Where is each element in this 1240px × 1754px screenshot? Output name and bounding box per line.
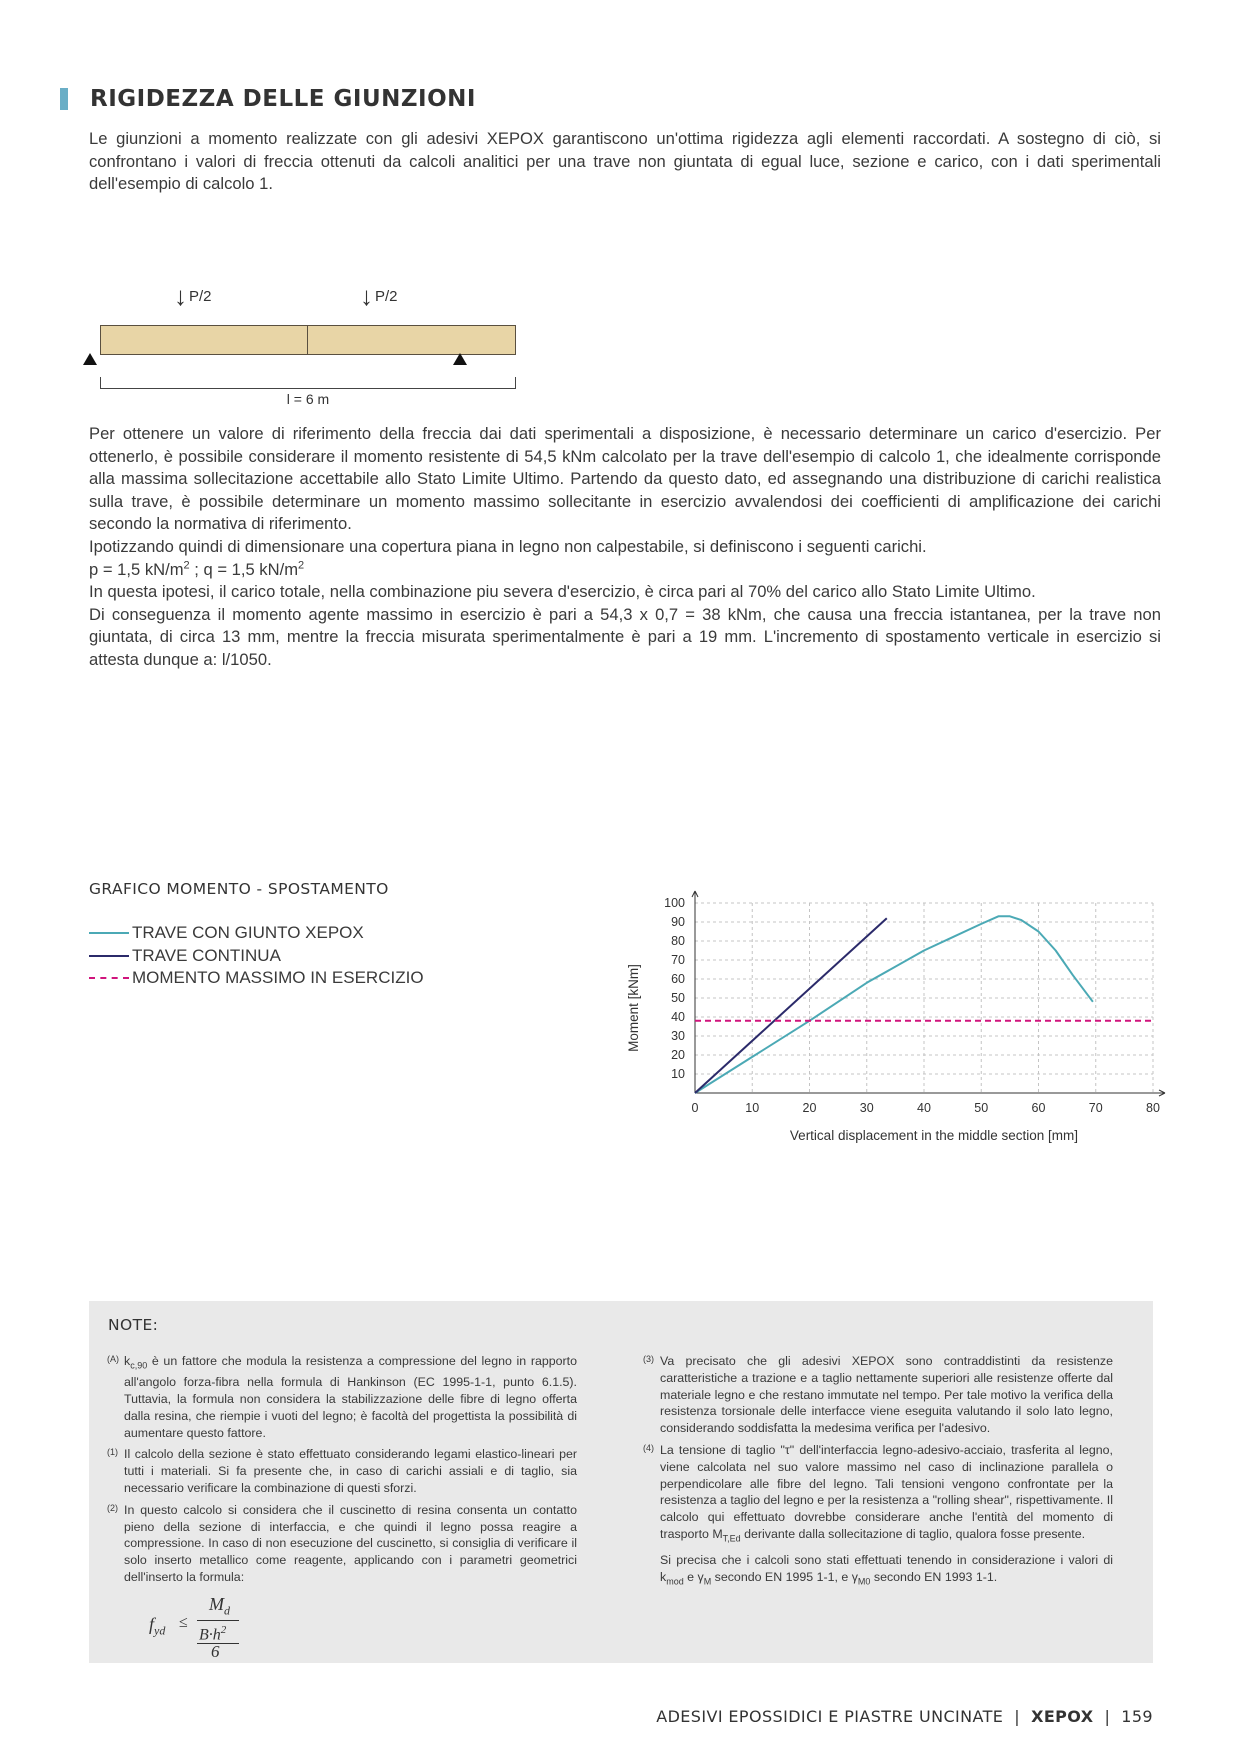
chart-legend [89,922,424,990]
x-axis-label: Vertical displacement in the middle section [mm] [789,1128,1079,1143]
legend-item-continuous [89,945,424,968]
load-q-exp: 2 [298,559,305,572]
down-arrow-icon: ↓ [174,281,187,311]
y-tick-label: 80 [671,934,685,948]
formula-denominator-2: 6 [211,1641,220,1661]
formula-denominator: $B\cdot h^2$ [199,1623,227,1644]
note-text: Il calcolo della sezione è stato effettuato considerando legami elastico-lineari per tutti i materiali. Si fa presente che, in caso di carichi assiali e di taglio, sia necessario verificare la combinazione di questi sforzi. [124,1447,577,1496]
load-right [360,281,398,311]
legend-swatch-navy [89,955,129,957]
legend-label: TRAVE CON GIUNTO XEPOX [132,923,364,943]
graph-title: GRAFICO MOMENTO - SPOSTAMENTO [89,880,389,898]
body-paragraph-4: In questa ipotesi, il carico totale, nella combinazione piu severa d'esercizio, è circa pari al 70% del carico allo Stato Limite Ultimo. [89,582,1036,602]
support-right-icon [453,353,467,365]
note-marker: (A) [107,1354,119,1364]
intro-paragraph: Le giunzioni a momento realizzate con gli adesivi XEPOX garantiscono un'ottima rigidezza agli elementi raccordati. A sostegno di ciò, si confrontano i valori di freccia ottenuti da calcoli analitici per una trave non giuntata di egual luce, sezione e carico, con i dati sperimentali dell'esempio di calcolo 1. [89,129,1161,194]
notes-column-right [643,1353,1113,1595]
legend-item-service-moment [89,967,424,990]
footer-separator: | [1104,1707,1111,1726]
legend-label: MOMENTO MASSIMO IN ESERCIZIO [132,968,424,988]
y-axis-label: Moment [kNm] [626,964,641,1052]
y-tick-label: 40 [671,1010,685,1024]
y-tick-label: 100 [664,896,685,910]
k-symbol: k [124,1354,131,1368]
load-left-label: P/2 [189,287,212,305]
formula-lhs: $f_{yd}$ [149,1613,166,1638]
body-paragraph-5: Di conseguenza il momento agente massimo in esercizio è pari a 54,3 x 0,7 = 38 kNm, che causa una freccia istantanea, per la trave non giuntata, di circa 13 mm, mentre la freccia misurata sperimentalmente è pari a 19 mm. L'incremento di spostamento verticale in esercizio si attesta dunque a: l/1050. [89,604,1161,669]
legend-swatch-teal [89,932,129,934]
span-dimension-line [100,377,516,389]
x-tick-label: 10 [745,1101,760,1115]
x-tick-label: 40 [917,1101,931,1115]
x-tick-label: 30 [859,1101,874,1115]
note-text: La tensione di taglio "τ" dell'interfaccia legno-adesivo-acciaio, trasferita al legno, viene calcolata nel suo valore massimo nel caso di inclinazione parallela o perpendicolare alle fibre del legno. Tali tensioni vengono confrontate per la resistenza a taglio del legno e per la resistenza a "rolling shear", rispettivamente. Il calcolo qui effettuato dovrebbe considerare anche l'entità del momento di trasporto M [660,1442,1113,1541]
down-arrow-icon: ↓ [360,281,373,311]
support-left-icon [83,353,97,365]
load-q: ; q = 1,5 kN/m [189,559,299,579]
timber-beam [100,325,516,355]
fraction-line [197,1620,239,1621]
note-marker: (2) [107,1502,118,1513]
legend-item-xepox [89,922,424,945]
load-values [89,559,1161,582]
body-paragraph-1: Per ottenere un valore di riferimento della freccia dai dati sperimentali a disposizione, è necessario determinare un carico d'esercizio. Per ottenerlo, è possibile considerare il momento resistente di 54,5 kNm calcolato per la trave dell'esempio di calcolo 1, che idealmente corrisponde alla massima sollecitazione accettabile allo Stato Limite Ultimo. Partendo da questo dato, ed assegnando una distribuzione di carichi realistica sulla trave, è possibile determinare un momento massimo sollecitante in esercizio avvalendosi dei coefficienti di amplificazione dei carichi secondo la normativa di riferimento. [89,424,1161,534]
note-2 [107,1502,577,1586]
note-text: derivante dalla sollecitazione di taglio, qualora fosse presente. [740,1526,1086,1541]
k-subscript: c,90 [130,1360,148,1371]
section-title: RIGIDEZZA DELLE GIUNZIONI [90,86,476,112]
footer-brand: XEPOX [1031,1707,1094,1726]
note-marker: (4) [643,1442,654,1453]
x-tick-label: 80 [1146,1101,1160,1115]
x-tick-label: 60 [1031,1101,1046,1115]
y-tick-label: 30 [671,1029,685,1043]
span-label: l = 6 m [286,391,330,407]
chart-svg [620,875,1180,1165]
y-tick-label: 90 [671,915,685,929]
footer-title: ADESIVI EPOSSIDICI E PIASTRE UNCINATE [656,1707,1004,1726]
m-subscript: T,Ed [722,1533,741,1544]
note-marker: (3) [643,1354,654,1364]
y-tick-label: 10 [671,1067,685,1081]
formula [149,1593,577,1662]
notes-box [89,1301,1153,1663]
footer-separator: | [1014,1707,1021,1726]
note-text: In questo calcolo si considera che il cuscinetto di resina consenta un contatto pieno della sezione di interfaccia, e che quindi il legno possa reagire a compressione. In caso di non esecuzione del cuscinetto, si consiglia di verificare il solo inserto metallico come reagente, applicando con i parametri geometrici dell'inserto la formula: [124,1502,577,1585]
notes-title: NOTE: [108,1316,159,1334]
body-text [89,423,1161,672]
x-tick-label: 50 [974,1101,989,1115]
note-text: è un fattore che modula la resistenza a compressione del legno in rapporto all'angolo forza-fibra nella formula di Hankinson (EC 1995-1-1, punto 6.1.5). Tuttavia, la formula non considera la stabilizzazione delle fibre di legno offerta dalla resina, che riempie i vuoti del legno; è facoltà del progettista la possibilità di aumentare questo fattore. [124,1354,577,1440]
page-footer [656,1707,1153,1726]
notes-column-left [107,1353,577,1662]
legend-label: TRAVE CONTINUA [132,945,281,965]
section-accent-bar [60,88,68,110]
load-left [174,281,212,311]
formula-numerator: $M_d$ [209,1593,230,1618]
series-line [695,916,1093,1093]
note-text: Si precisa che i calcoli sono stati effettuati tenendo in considerazione i valori di k [660,1553,1113,1585]
y-tick-label: 50 [671,991,685,1005]
note-a [107,1353,577,1441]
beam-diagram [88,281,528,415]
load-right-label: P/2 [375,287,398,305]
x-tick-label: 0 [691,1101,699,1115]
beam-joint [307,326,308,354]
body-paragraph-2: Ipotizzando quindi di dimensionare una copertura piana in legno non calpestabile, si definiscono i seguenti carichi. [89,536,927,556]
legend-swatch-pink-dashed [89,977,129,979]
y-tick-label: 70 [671,953,685,967]
series-line [695,918,887,1093]
x-tick-label: 70 [1088,1101,1103,1115]
note-3 [643,1353,1113,1437]
note-text: Va precisato che gli adesivi XEPOX sono contraddistinti da resistenze caratteristiche a trazione e a taglio nettamente superiori alle resistenze offerte dal materiale legno e che restano immutate nel tempo. Per tale motivo la verifica della resistenza torsionale delle interfacce viene eseguita valutando il solo lato legno, considerando soddisfatta la medesima verifica per l'adesivo. [660,1354,1113,1436]
section-header [60,86,476,112]
y-tick-label: 60 [671,972,685,986]
note-5: Si precisa che i calcoli sono stati effettuati tenendo in considerazione i valori di $k_{mod}$ e $\gamma_M$ secondo EN 1995 1-1, e $\gamma_{M0}$ secondo EN 1993 1-1. [660,1553,1113,1587]
load-p: p = 1,5 kN/m [89,559,184,579]
page-number: 159 [1121,1707,1153,1726]
note-4 [643,1442,1113,1547]
load-p-exp: 2 [183,559,190,572]
y-tick-label: 20 [671,1048,685,1062]
moment-displacement-chart [620,875,1180,1165]
note-marker: (1) [107,1447,118,1458]
x-tick-label: 20 [802,1101,817,1115]
formula-leq: ≤ [179,1613,188,1631]
note-1 [107,1446,577,1496]
